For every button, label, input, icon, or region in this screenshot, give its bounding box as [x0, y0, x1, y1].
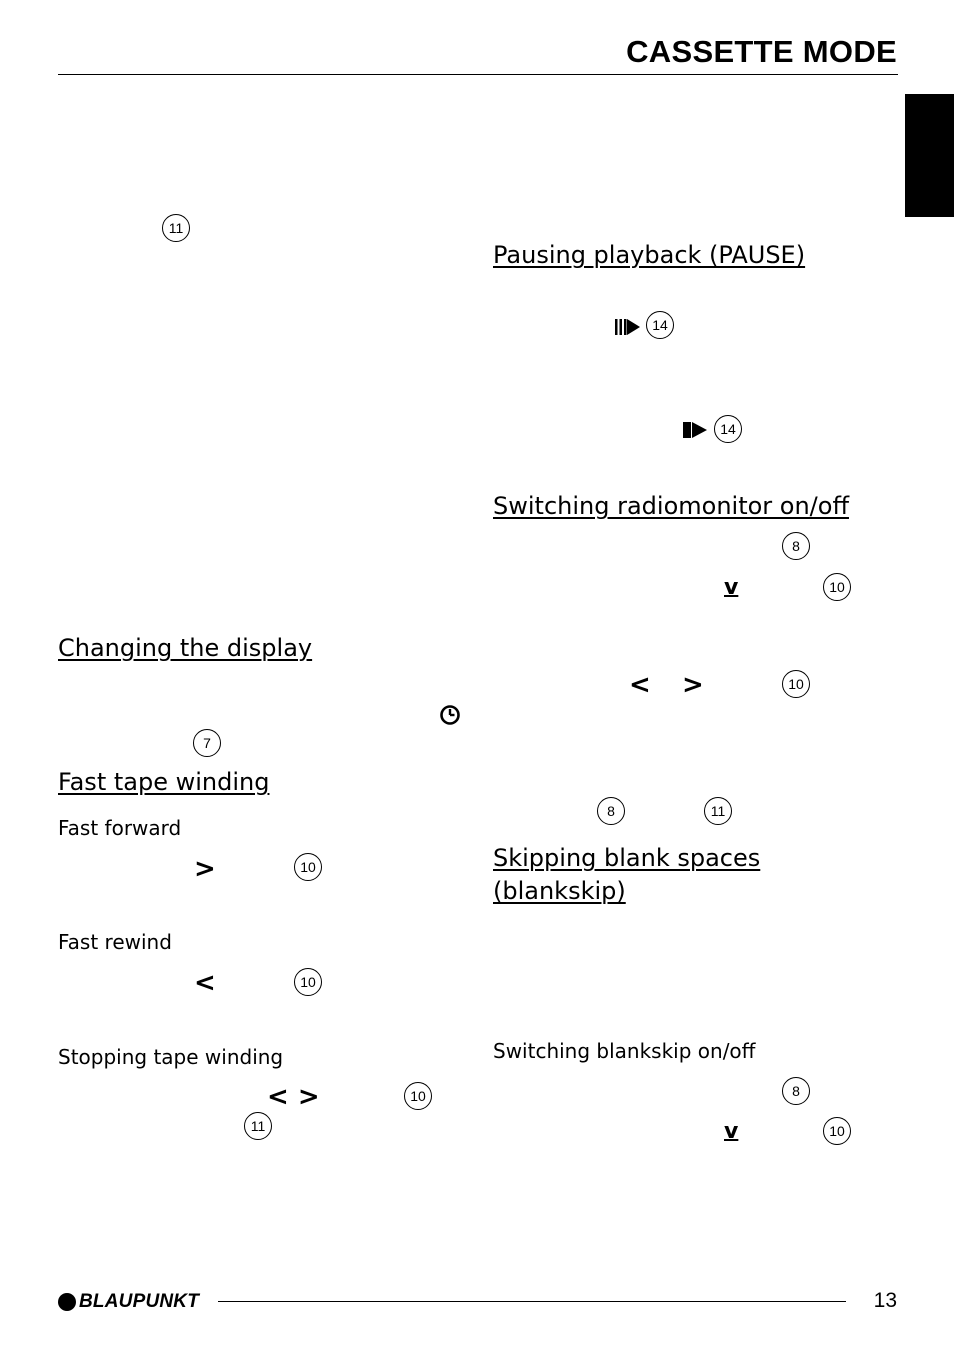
ref-circle-10: 10	[404, 1082, 432, 1110]
ref-circle-7: 7	[193, 729, 221, 757]
heading-skipping-blank-spaces: Skipping blank spaces	[493, 844, 761, 872]
ref-circle-8: 8	[782, 532, 810, 560]
ref-circle-11: 11	[244, 1112, 272, 1140]
ref-circle-8: 8	[782, 1077, 810, 1105]
heading-fast-tape-winding: Fast tape winding	[58, 768, 270, 796]
key-down: v	[724, 575, 739, 600]
key-left-right: < >	[267, 1082, 320, 1112]
ref-circle-11: 11	[162, 214, 190, 242]
pause-play-icon	[615, 318, 641, 336]
ref-circle-10: 10	[294, 853, 322, 881]
page-number: 13	[873, 1289, 897, 1312]
key-left: <	[629, 670, 651, 700]
ref-circle-10: 10	[294, 968, 322, 996]
subheading-stopping-tape-winding: Stopping tape winding	[58, 1045, 284, 1069]
ref-circle-8: 8	[597, 797, 625, 825]
heading-blankskip: (blankskip)	[493, 877, 626, 905]
header-rule	[58, 74, 898, 75]
heading-changing-display: Changing the display	[58, 634, 313, 662]
ref-circle-14: 14	[646, 311, 674, 339]
subheading-fast-forward: Fast forward	[58, 816, 182, 840]
play-icon	[683, 421, 709, 439]
subheading-switching-blankskip: Switching blankskip on/off	[493, 1039, 756, 1063]
logo-dot-icon	[58, 1293, 76, 1311]
page-title: CASSETTE MODE	[626, 34, 897, 69]
key-right: >	[194, 854, 216, 884]
clock-icon	[439, 704, 461, 726]
ref-circle-10: 10	[823, 1117, 851, 1145]
heading-pausing-playback: Pausing playback (PAUSE)	[493, 241, 806, 269]
ref-circle-10: 10	[823, 573, 851, 601]
heading-radiomonitor: Switching radiomonitor on/off	[493, 492, 849, 520]
brand-name: BLAUPUNKT	[79, 1291, 200, 1312]
key-down: v	[724, 1119, 739, 1144]
key-right: >	[682, 670, 704, 700]
ref-circle-14: 14	[714, 415, 742, 443]
key-left: <	[194, 968, 216, 998]
ref-circle-10: 10	[782, 670, 810, 698]
footer-rule	[218, 1301, 846, 1302]
brand-logo	[58, 1291, 199, 1313]
subheading-fast-rewind: Fast rewind	[58, 930, 172, 954]
section-tab	[905, 94, 954, 217]
ref-circle-11: 11	[704, 797, 732, 825]
